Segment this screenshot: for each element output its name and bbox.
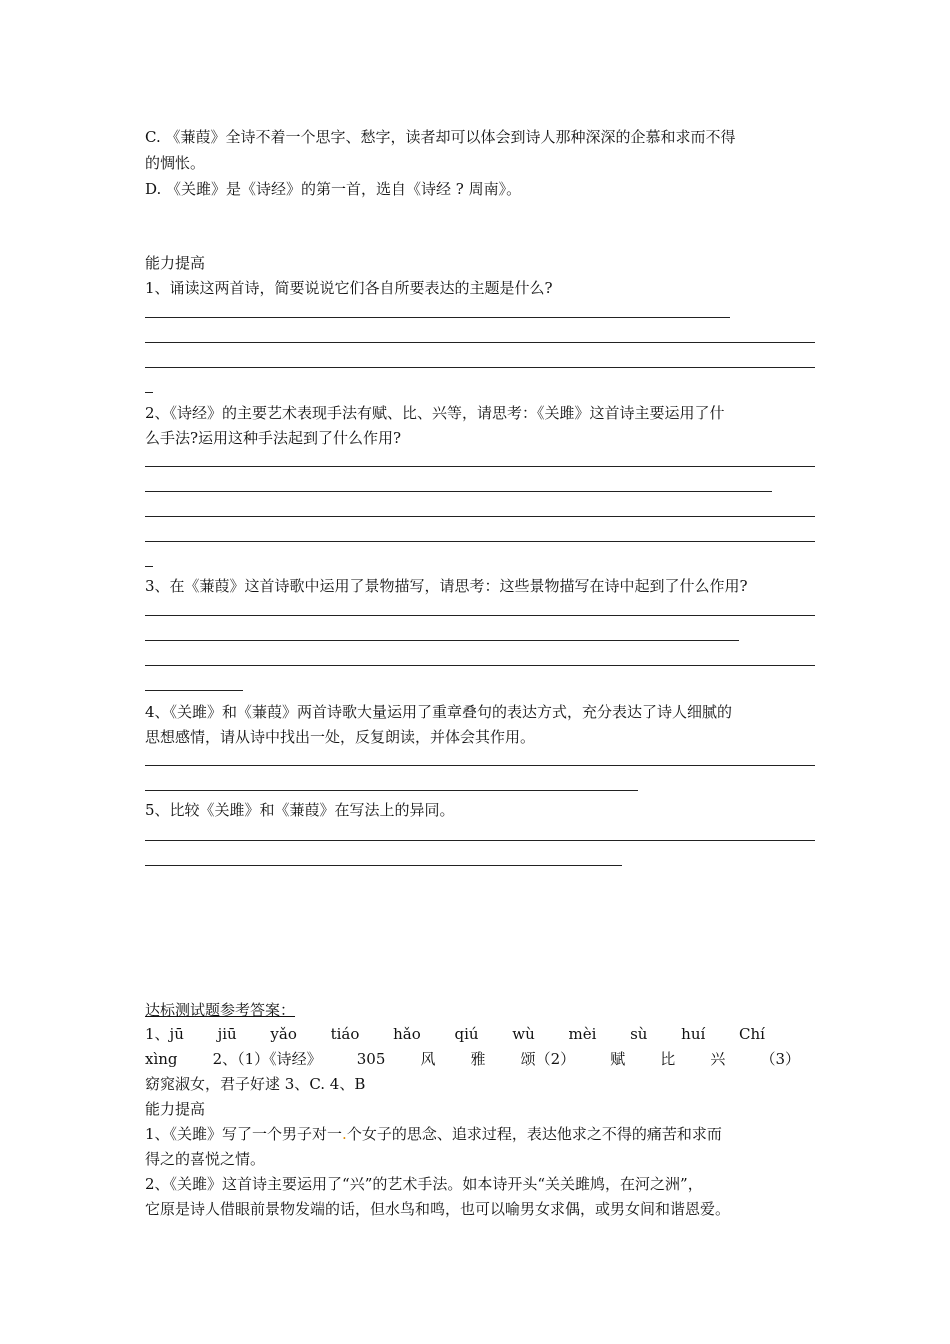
answer-blank[interactable] [145, 790, 638, 791]
question-2-line2: 么手法?运用这种手法起到了什么作用? [145, 429, 402, 447]
answer-item: 兴 [710, 1050, 726, 1068]
answers-heading: 达标测试题参考答案： [145, 1001, 296, 1019]
answer-item: 风 [420, 1050, 436, 1068]
answer-item: 赋 [610, 1050, 626, 1068]
question-2-line1: 2、《诗经》的主要艺术表现手法有赋、比、兴等，请思考：《关雎》这首诗主要运用了什 [145, 404, 725, 422]
answer-blank[interactable] [145, 566, 153, 567]
answer-blank[interactable] [145, 865, 622, 866]
pinyin-item: qiú [454, 1025, 479, 1043]
answer-blank[interactable] [145, 690, 243, 691]
pinyin-item: sù [630, 1025, 648, 1043]
answer-blank[interactable] [145, 516, 815, 517]
answer-text: 个女子的思念、追求过程，表达他求之不得的痛苦和求而 [346, 1125, 722, 1143]
answer-row-3: 窈窕淑女，君子好逑 3、C. 4、B [145, 1075, 366, 1093]
question-5: 5、比较《关雎》和《蒹葭》在写法上的异同。 [145, 801, 455, 819]
answer-blank[interactable] [145, 342, 815, 343]
pinyin-item: hǎo [393, 1025, 421, 1043]
pinyin-item: mèi [568, 1025, 597, 1043]
answer-1-line2: 得之的喜悦之情。 [145, 1150, 266, 1168]
answer-item: 305 [356, 1050, 386, 1068]
answer-item: 比 [660, 1050, 676, 1068]
pinyin-item: 1、jū [145, 1025, 184, 1043]
answer-blank[interactable] [145, 665, 815, 666]
answer-item: 颂（2） [520, 1050, 576, 1068]
question-1: 1、诵读这两首诗，简要说说它们各自所要表达的主题是什么? [145, 279, 553, 297]
ability-heading: 能力提高 [145, 254, 206, 272]
answer-row-2 [145, 1049, 800, 1069]
answer-blank[interactable] [145, 491, 772, 492]
pinyin-item: jiū [217, 1025, 237, 1043]
option-c-line2: 的惆怅。 [145, 154, 206, 172]
answer-row-1 [145, 1024, 765, 1044]
answer-blank[interactable] [145, 765, 815, 766]
answer-blank[interactable] [145, 541, 815, 542]
answer-blank[interactable] [145, 392, 153, 393]
answer-2-line1: 2、《关雎》这首诗主要运用了“兴”的艺术手法。如本诗开头“关关雎鸠，在河之洲”， [145, 1175, 703, 1193]
pinyin-item: wù [512, 1025, 535, 1043]
pinyin-item: Chí [739, 1025, 765, 1043]
answer-blank[interactable] [145, 367, 815, 368]
mark-dot: . [342, 1125, 347, 1143]
option-d: D. 《关雎》是《诗经》的第一首，选自《诗经 ? 周南》。 [145, 180, 522, 198]
pinyin-item: huí [681, 1025, 706, 1043]
answer-text: 1、《关雎》写了一个男子对一 [145, 1125, 343, 1143]
answer-blank[interactable] [145, 466, 815, 467]
answer-blank[interactable] [145, 317, 730, 318]
answer-blank[interactable] [145, 615, 815, 616]
answer-item: （3） [760, 1050, 800, 1068]
question-3: 3、在《蒹葭》这首诗歌中运用了景物描写，请思考：这些景物描写在诗中起到了什么作用? [145, 577, 748, 595]
answer-blank[interactable] [145, 840, 815, 841]
answer-blank[interactable] [145, 640, 739, 641]
answer-1-line1 [145, 1124, 722, 1144]
pinyin-item: tiáo [330, 1025, 360, 1043]
answers-ability-heading: 能力提高 [145, 1100, 206, 1118]
question-4-line1: 4、《关雎》和《蒹葭》两首诗歌大量运用了重章叠句的表达方式，充分表达了诗人细腻的 [145, 703, 733, 721]
answer-item: xìng [145, 1050, 178, 1068]
answer-item: 雅 [470, 1050, 486, 1068]
option-c-line1: C. 《蒹葭》全诗不着一个思字、愁字，读者却可以体会到诗人那种深深的企慕和求而不得 [145, 128, 736, 146]
answer-item: 2、（1）《诗经》 [212, 1050, 322, 1068]
answer-2-line2: 它原是诗人借眼前景物发端的话，但水鸟和鸣，也可以喻男女求偶，或男女间和谐恩爱。 [145, 1200, 731, 1218]
pinyin-item: yǎo [270, 1025, 297, 1043]
question-4-line2: 思想感情，请从诗中找出一处，反复朗读，并体会其作用。 [145, 728, 536, 746]
